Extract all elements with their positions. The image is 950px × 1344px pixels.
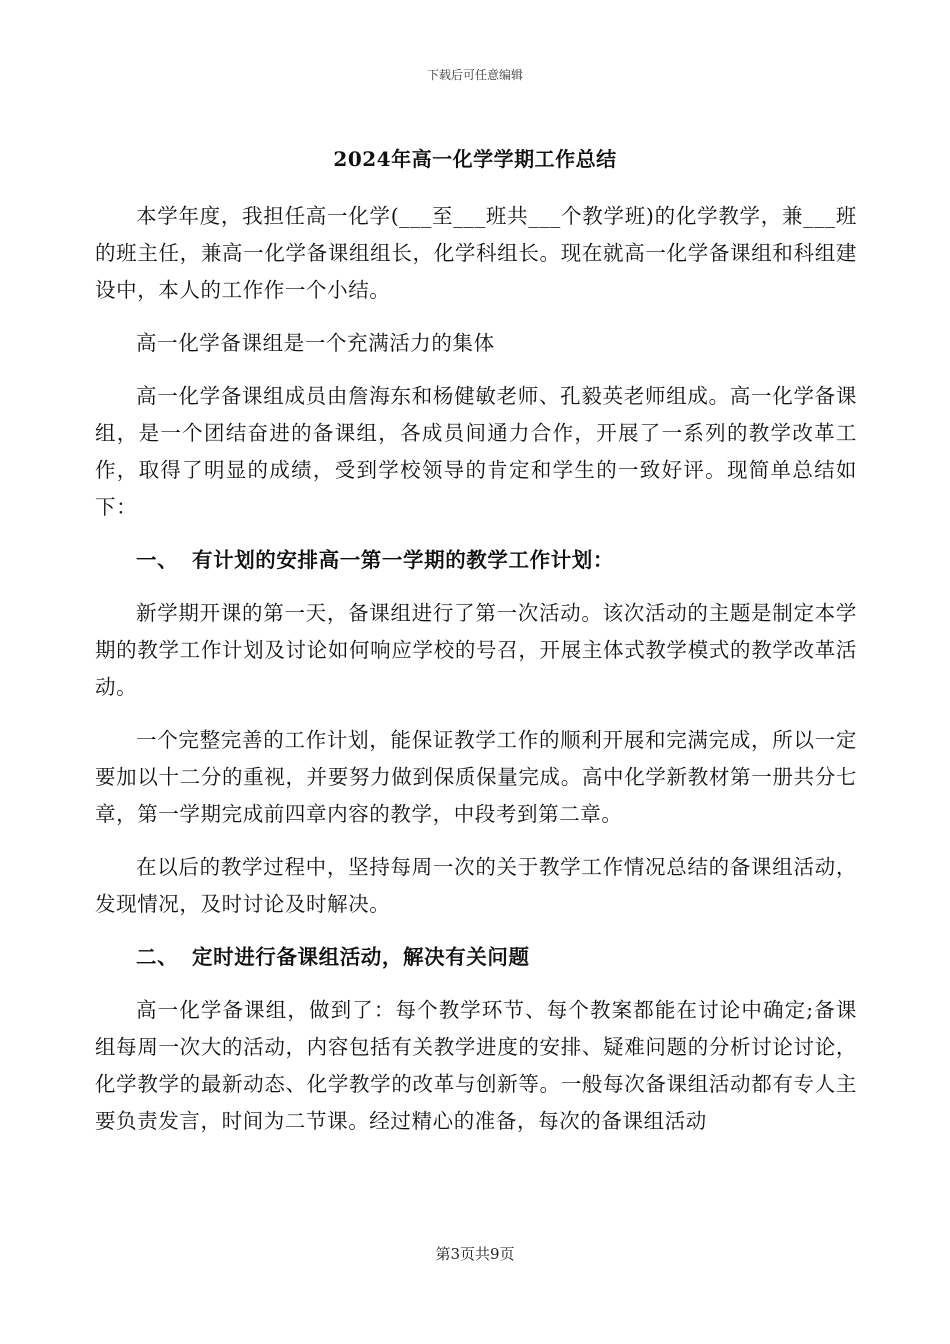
document-title: 2024年高一化学学期工作总结: [333, 147, 617, 171]
page-number: 第3页共9页: [435, 1245, 515, 1263]
paragraph-intro: 本学年度，我担任高一化学(___至___班共___个教学班)的化学教学，兼___班的班主任，兼高一化学备课组组长，化学科组长。现在就高一化学备课组和科组建设中，本人的工作作一个小结。: [95, 204, 857, 302]
section-number-2: 二、: [136, 945, 179, 969]
section-heading-2: [95, 939, 857, 976]
document-body: [95, 198, 857, 1156]
paragraph-group-activities: 高一化学备课组，做到了：每个教学环节、每个教案都能在讨论中确定;备课组每周一次大的活动，内容包括有关教学进度的安排、疑难问题的分析讨论讨论，化学教学的最新动态、化学教学的改革与创新等。一般每次备课组活动都有专人主要负责发言，时间为二节课。经过精心的准备，每次的备课组活动: [95, 998, 857, 1133]
paragraph-team-members: 高一化学备课组成员由詹海东和杨健敏老师、孔毅英老师组成。高一化学备课组，是一个团结奋进的备课组，各成员间通力合作，开展了一系列的教学改革工作，取得了明显的成绩，受到学校领导的肯定和学生的一致好评。现简单总结如下：: [95, 384, 857, 519]
paragraph-work-plan: 一个完整完善的工作计划，能保证教学工作的顺利开展和完满完成，所以一定要加以十二分的重视，并要努力做到保质保量完成。高中化学新教材第一册共分七章，第一学期完成前四章内容的教学，中段考到第二章。: [95, 728, 857, 826]
section-number-1: 一、: [136, 548, 179, 572]
section-heading-1: [95, 542, 857, 579]
paragraph-weekly-activity: 在以后的教学过程中，坚持每周一次的关于教学工作情况总结的备课组活动，发现情况，及时讨论及时解决。: [95, 855, 857, 916]
paragraph-team-summary: 高一化学备课组是一个充满活力的集体: [136, 331, 495, 355]
section-heading-1-text: 有计划的安排高一第一学期的教学工作计划：: [192, 548, 614, 572]
paragraph-first-activity: 新学期开课的第一天，备课组进行了第一次活动。该次活动的主题是制定本学期的教学工作计划及讨论如何响应学校的号召，开展主体式教学模式的教学改革活动。: [95, 601, 857, 699]
page-header-note: 下载后可任意编辑: [426, 68, 523, 82]
section-heading-2-text: 定时进行备课组活动，解决有关问题: [192, 945, 530, 969]
